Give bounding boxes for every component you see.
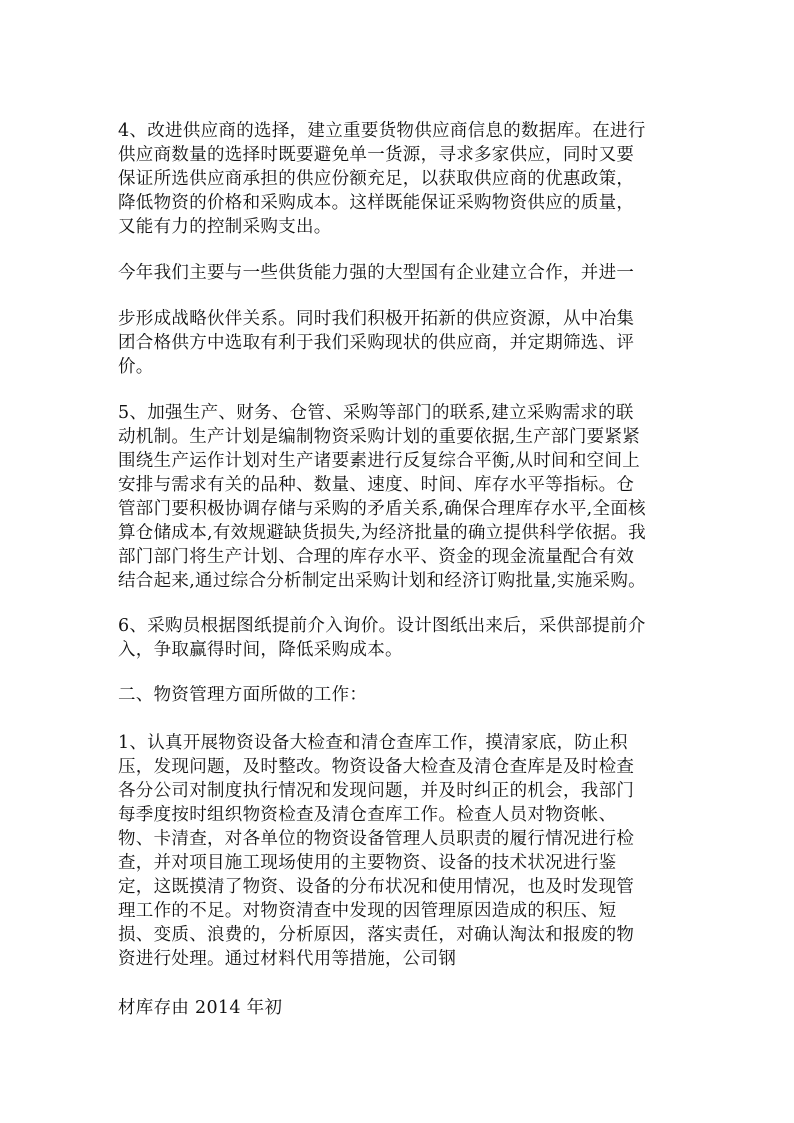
- text-line: 安排与需求有关的品种、数量、速度、时间、库存水平等指标。仓: [118, 475, 635, 495]
- text-line: 围绕生产运作计划对生产诸要素进行反复综合平衡,从时间和空间上: [118, 451, 641, 471]
- text-line: 材库存由 2014 年初: [118, 998, 283, 1018]
- paragraph-department-linkage: [118, 401, 678, 593]
- text-line: 5、加强生产、财务、仓管、采购等部门的联系,建立采购需求的联: [118, 403, 634, 423]
- text-line: 压，发现问题，及时整改。物资设备大检查及清仓查库是及时检查: [118, 757, 635, 777]
- text-line: 动机制。生产计划是编制物资采购计划的重要依据,生产部门要紧紧: [118, 427, 641, 447]
- text-line: 物、卡清查，对各单位的物资设备管理人员职责的履行情况进行检: [118, 829, 635, 849]
- text-line: 损、变质、浪费的，分析原因，落实责任，对确认淘汰和报废的物: [118, 925, 635, 945]
- text-line: 资进行处理。通过材料代用等措施，公司钢: [118, 949, 457, 969]
- text-line: 4、改进供应商的选择，建立重要货物供应商信息的数据库。在进行: [118, 121, 646, 141]
- text-line: 供应商数量的选择时既要避免单一货源，寻求多家供应，同时又要: [118, 145, 635, 165]
- text-line: 又能有力的控制采购支出。: [118, 217, 332, 237]
- text-line: 降低物资的价格和采购成本。这样既能保证采购物资供应的质量，: [118, 193, 635, 213]
- paragraph-strategic-partners: [118, 307, 678, 379]
- section-heading-text: 二、物资管理方面所做的工作：: [118, 685, 368, 705]
- text-line: 价。: [118, 357, 154, 377]
- text-line: 今年我们主要与一些供货能力强的大型国有企业建立合作，并进一: [118, 263, 635, 283]
- text-line: 部门部门将生产计划、合理的库存水平、资金的现金流量配合有效: [118, 547, 635, 567]
- paragraph-early-inquiry: [118, 614, 678, 662]
- text-line: 1、认真开展物资设备大检查和清仓查库工作，摸清家底，防止积: [118, 733, 628, 753]
- paragraph-supplier-selection: [118, 119, 678, 239]
- paragraph-cooperation: [118, 261, 678, 285]
- text-line: 6、采购员根据图纸提前介入询价。设计图纸出来后，采供部提前介: [118, 616, 646, 636]
- text-line: 算仓储成本,有效规避缺货损失,为经济批量的确立提供科学依据。我: [118, 523, 646, 543]
- text-line: 团合格供方中选取有利于我们采购现状的供应商，并定期筛选、评: [118, 333, 635, 353]
- paragraph-inventory-check: [118, 731, 678, 971]
- section-heading: [118, 683, 678, 707]
- text-line: 结合起来,通过综合分析制定出采购计划和经济订购批量,实施采购。: [118, 571, 646, 591]
- text-line: 各分公司对制度执行情况和发现问题，并及时纠正的机会，我部门: [118, 781, 635, 801]
- text-line: 查，并对项目施工现场使用的主要物资、设备的技术状况进行鉴: [118, 853, 617, 873]
- paragraph-steel-inventory: [118, 996, 678, 1020]
- text-line: 入，争取赢得时间，降低采购成本。: [118, 640, 403, 660]
- text-line: 定，这既摸清了物资、设备的分布状况和使用情况，也及时发现管: [118, 877, 635, 897]
- text-line: 每季度按时组织物资检查及清仓查库工作。检查人员对物资帐、: [118, 805, 617, 825]
- text-line: 理工作的不足。对物资清查中发现的因管理原因造成的积压、短: [118, 901, 617, 921]
- text-line: 步形成战略伙伴关系。同时我们积极开拓新的供应资源，从中冶集: [118, 309, 635, 329]
- text-line: 保证所选供应商承担的供应份额充足，以获取供应商的优惠政策，: [118, 169, 635, 189]
- text-line: 管部门要积极协调存储与采购的矛盾关系,确保合理库存水平,全面核: [118, 499, 646, 519]
